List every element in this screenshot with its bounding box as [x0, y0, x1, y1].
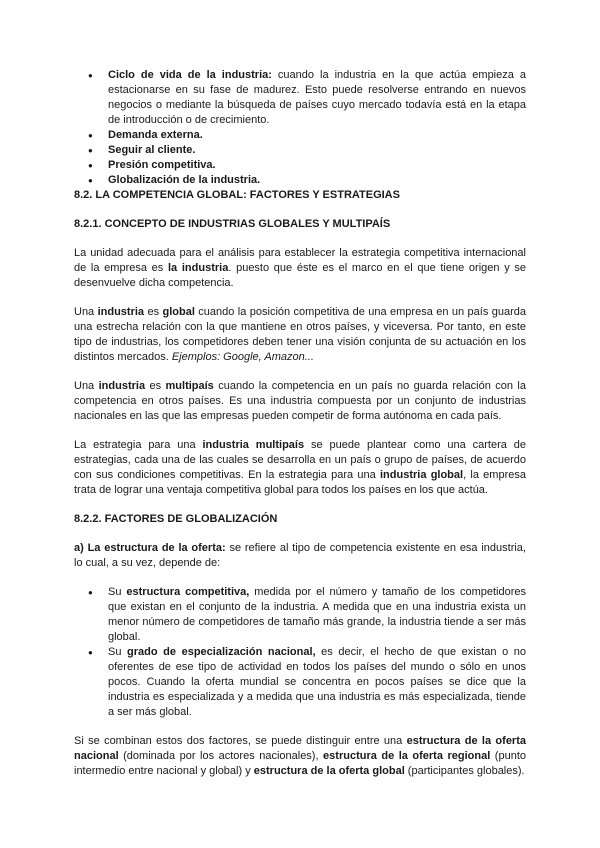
- section-heading: 8.2. LA COMPETENCIA GLOBAL: FACTORES Y ESTRATEGIAS: [74, 189, 400, 201]
- list-item: ● Globalización de la industria.: [74, 173, 526, 188]
- paragraph: La unidad adecuada para el análisis para establecer la estrategia competitiva internacional de la empresa es la industria. puesto que éste es el marco en el que tiene origen y se desenvuelve dicha competencia.: [74, 247, 527, 289]
- list-item: ● Presión competitiva.: [74, 158, 526, 173]
- subsection-heading: 8.2.2. FACTORES DE GLOBALIZACIÓN: [74, 513, 278, 525]
- paragraph: La estrategia para una industria multipaís se puede plantear como una cartera de estrategias, cada una de las cuales se desarrolla en un país o grupo de países, de acuerdo con sus condiciones competitivas. En la estrategia para una industria global, la empresa trata de lograr una ventaja competitiva global para todos los países en los que actúa.: [74, 439, 526, 496]
- paragraph: a) La estructura de la oferta: se refiere al tipo de competencia existente en esa industria, lo cual, a su vez, depende de:: [74, 542, 526, 569]
- list-item: ● Demanda externa.: [74, 128, 526, 143]
- paragraph: Una industria es multipaís cuando la competencia en un país no guarda relación con la competencia en otros países. Es una industria compuesta por un conjunto de industrias nacionales en las que las empresas pueden competir de forma autónoma en cada país.: [74, 380, 526, 422]
- subsection-heading: 8.2.1. CONCEPTO DE INDUSTRIAS GLOBALES Y MULTIPAÍS: [74, 218, 391, 230]
- paragraph: Si se combinan estos dos factores, se puede distinguir entre una estructura de la oferta nacional (dominada por los actores nacionales), estructura de la oferta regional (punto intermedio entre nacional y global) y estructura de la oferta global (participantes globales).: [74, 735, 526, 777]
- list-item: ● Su estructura competitiva, medida por el número y tamaño de los competidores que existan en el conjunto de la industria. A medida que en una industria exista un menor número de competidores de tamaño más grande, la industria tiende a ser más global.: [74, 585, 526, 645]
- factors-list: [74, 585, 526, 720]
- list-item: ● Su grado de especialización nacional, es decir, el hecho de que existan o no oferentes de ese tipo de actividad en todos los países del mundo o sólo en unos pocos. Cuando la oferta mundial se concentra en pocos países se dice que la industria es especializada y a medida que una industria es más especializada, tiende a ser más global.: [74, 645, 526, 720]
- reasons-list: [74, 68, 526, 188]
- list-item: ● Seguir al cliente.: [74, 143, 526, 158]
- document-content: [74, 68, 526, 793]
- list-item: ● Ciclo de vida de la industria: cuando la industria en la que actúa empieza a estacionarse en su fase de madurez. Esto puede resolverse entrando en nuevos negocios o mediante la búsqueda de países cuyo mercado todavía está en la etapa de introducción o de crecimiento.: [74, 68, 526, 128]
- paragraph: Una industria es global cuando la posición competitiva de una empresa en un país guarda una estrecha relación con la que mantiene en otros países, y viceversa. Por tanto, en este tipo de industrias, los competidores deben tener una visión conjunta de su actuación en los distintos mercados. Ejemplos: Google, Amazon...: [74, 306, 526, 363]
